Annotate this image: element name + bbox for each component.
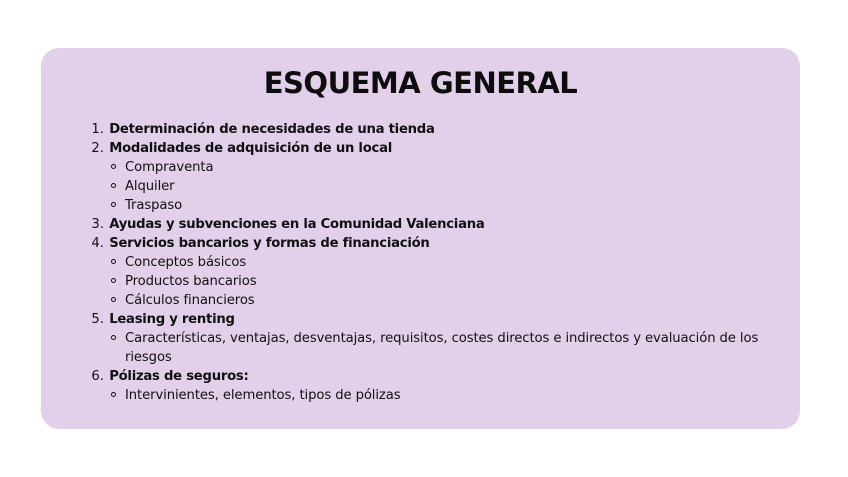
subitem-label: Productos bancarios <box>125 274 257 289</box>
subitem <box>89 329 779 367</box>
circle-bullet-icon <box>111 202 116 207</box>
subitem-label: Cálculos financieros <box>125 293 255 308</box>
subitem <box>89 253 779 272</box>
subitem-label: Alquiler <box>125 179 175 194</box>
item-label: Determinación de necesidades de una tienda <box>109 122 435 137</box>
item-label: Modalidades de adquisición de un local <box>109 141 392 156</box>
subitem <box>89 272 779 291</box>
circle-bullet-icon <box>111 259 116 264</box>
subitem <box>89 158 779 177</box>
subitem-label: Conceptos básicos <box>125 255 247 270</box>
subitem-label: Compraventa <box>125 160 214 175</box>
item-label: Servicios bancarios y formas de financiación <box>109 236 430 251</box>
item-number: 5. <box>91 312 104 327</box>
subitem-label: Características, ventajas, desventajas, requisitos, costes directos e indirectos y evaluación de los riesgos <box>125 331 759 365</box>
subitem-label: Traspaso <box>125 198 183 213</box>
item-number: 1. <box>91 122 104 137</box>
outline-card <box>41 48 800 429</box>
item-number: 6. <box>91 369 104 384</box>
subitem <box>89 196 779 215</box>
circle-bullet-icon <box>111 335 116 340</box>
item-label: Leasing y renting <box>109 312 235 327</box>
circle-bullet-icon <box>111 278 116 283</box>
item-label: Ayudas y subvenciones en la Comunidad Valenciana <box>109 217 485 232</box>
item-number: 3. <box>91 217 104 232</box>
subitem <box>89 177 779 196</box>
outline-item-4 <box>89 234 779 310</box>
circle-bullet-icon <box>111 183 116 188</box>
item-label: Pólizas de seguros: <box>109 369 249 384</box>
outline-item-3 <box>89 215 779 234</box>
outline-item-2 <box>89 139 779 215</box>
circle-bullet-icon <box>111 164 116 169</box>
outline-item-1 <box>89 120 779 139</box>
outline-item-6 <box>89 367 779 405</box>
item-number: 2. <box>91 141 104 156</box>
circle-bullet-icon <box>111 297 116 302</box>
subitem <box>89 291 779 310</box>
item-number: 4. <box>91 236 104 251</box>
outline-list <box>89 120 779 405</box>
circle-bullet-icon <box>111 392 116 397</box>
subitem-label: Intervinientes, elementos, tipos de pólizas <box>125 388 401 403</box>
subitem <box>89 386 779 405</box>
page-title: ESQUEMA GENERAL <box>263 66 578 100</box>
outline-item-5 <box>89 310 779 367</box>
